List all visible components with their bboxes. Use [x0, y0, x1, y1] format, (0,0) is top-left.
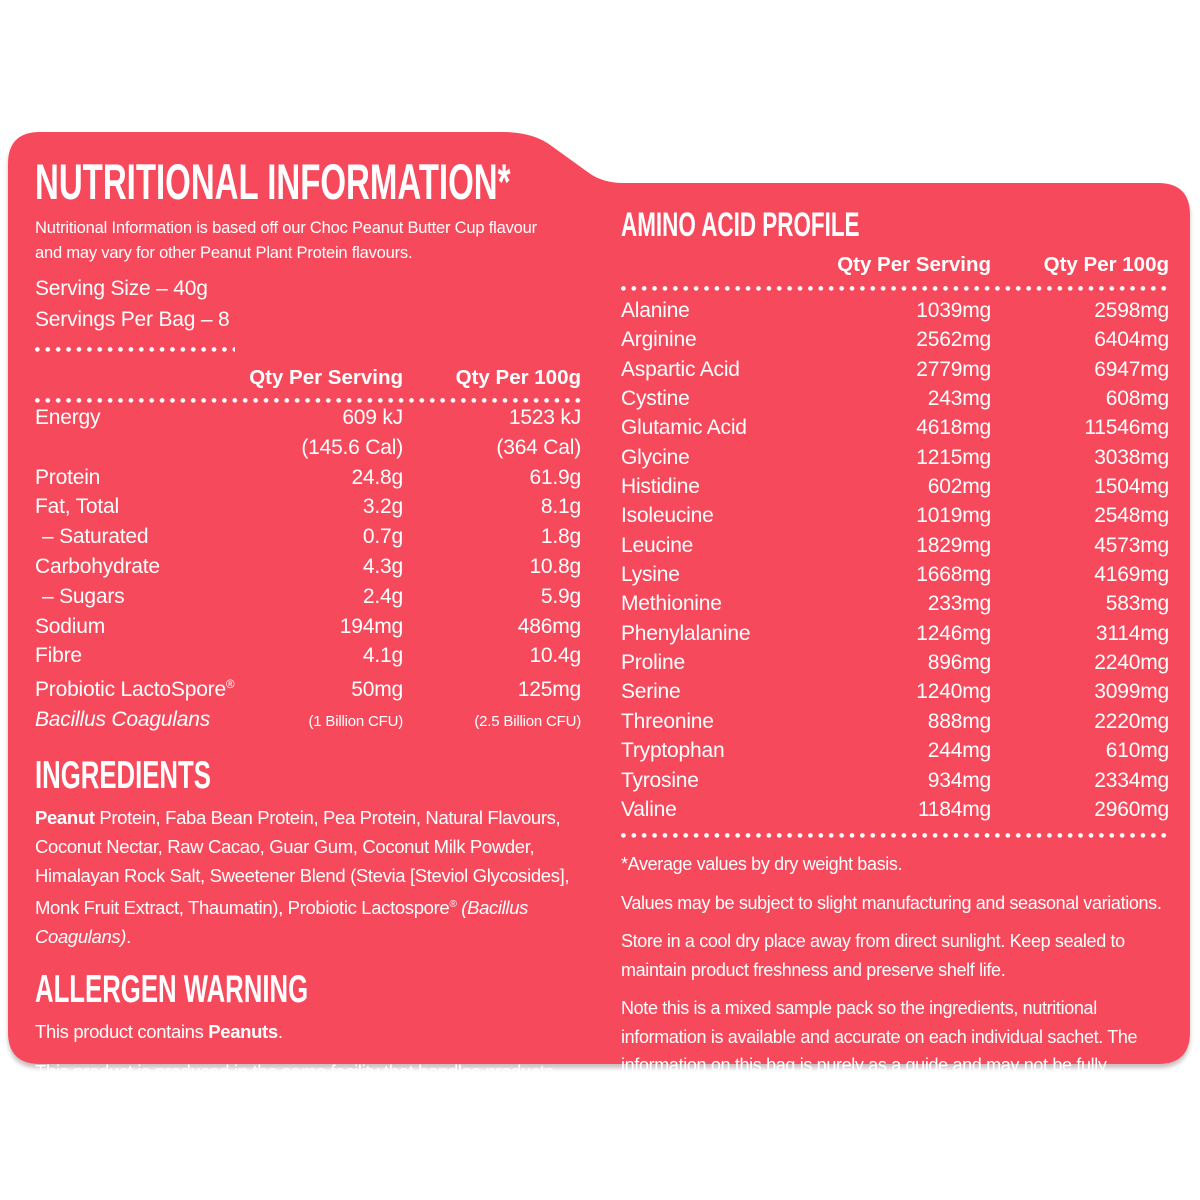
- value-per-serving: 896mg: [927, 651, 991, 675]
- value-per-100g: 1504mg: [1094, 475, 1169, 499]
- table-row-sugars: – Sugars 2.4g 5.9g: [35, 582, 581, 612]
- value-per-serving: 2562mg: [916, 328, 991, 352]
- value-per-serving: 1019mg: [916, 504, 991, 528]
- value-per-serving: 934mg: [927, 768, 991, 792]
- value-per-serving: 1184mg: [917, 797, 991, 821]
- amino-row-proline: Proline 896mg 2240mg: [621, 648, 1169, 677]
- value-per-100g: 2334mg: [1094, 768, 1169, 792]
- value-per-serving: 50mg: [351, 678, 403, 702]
- value-per-100g: 486mg: [517, 614, 581, 638]
- note-storage: Store in a cool dry place away from direct sunlight. Keep sealed to maintain product freshness and preserve shelf life.: [621, 931, 1125, 980]
- value-per-serving: 243mg: [927, 387, 991, 411]
- value-per-serving: 2.4g: [362, 584, 403, 608]
- value-per-100g: 1.8g: [540, 525, 581, 549]
- table-row-protein: Protein 24.8g 61.9g: [35, 463, 581, 493]
- amino-acid-profile-section: [621, 206, 1169, 1108]
- footnote-average-values: *Average values by dry weight basis.: [621, 854, 903, 875]
- note-sample-pack: Note this is a mixed sample pack so the ingredients, nutritional information is available and accurate on each individual sachet. The information on this bag is purely as a guide and may not be fully accurate.: [621, 998, 1138, 1104]
- amino-table: [621, 296, 1169, 824]
- value-per-serving: 4.1g: [362, 644, 403, 668]
- value-per-serving: 3.2g: [362, 495, 403, 519]
- allergen-contains: This product contains Peanuts.: [35, 1020, 283, 1042]
- amino-row-threonine: Threonine 888mg 2220mg: [621, 707, 1169, 736]
- ingredients-heading: INGREDIENTS: [35, 753, 211, 797]
- allergen-facility: This product is produced in the same facility that handles products also containing Almonds, Cashews, Hazelnuts and Soy.: [35, 1060, 554, 1111]
- value-per-100g: 2240mg: [1094, 651, 1169, 675]
- nutrition-table: [35, 365, 581, 737]
- amino-acid-profile-title: AMINO ACID PROFILE: [621, 206, 860, 244]
- col-header-qty-per-serving: Qty Per Serving: [837, 253, 991, 276]
- flavour-disclaimer: Nutritional Information is based off our Choc Peanut Butter Cup flavour and may vary for other Peanut Plant Protein flavours.: [35, 219, 537, 262]
- nutrition-table-header: [35, 365, 581, 391]
- dotted-divider: [35, 347, 235, 352]
- table-row-fat-total: Fat, Total 3.2g 8.1g: [35, 492, 581, 522]
- registered-trademark-symbol: ®: [225, 679, 235, 692]
- allergen-warning-heading: ALLERGEN WARNING: [35, 967, 309, 1011]
- value-per-serving: 0.7g: [362, 525, 403, 549]
- value-per-100g: 3114mg: [1095, 621, 1169, 645]
- energy-cal-per-serving: (145.6 Cal): [301, 435, 403, 459]
- cfu-per-serving: (1 Billion CFU): [308, 712, 403, 730]
- note-seasonal-variations: Values may be subject to slight manufacturing and seasonal variations.: [621, 892, 1162, 913]
- nutritional-information-section: [35, 156, 581, 1155]
- amino-row-alanine: Alanine 1039mg 2598mg: [621, 296, 1169, 325]
- dotted-divider: [621, 833, 1169, 838]
- value-per-100g: 4169mg: [1094, 563, 1169, 587]
- value-per-serving: 24.8g: [351, 465, 403, 489]
- dotted-divider: [621, 286, 1169, 291]
- servings-per-bag: Servings Per Bag – 8: [35, 308, 230, 331]
- col-header-qty-per-100g: Qty Per 100g: [1043, 253, 1169, 276]
- allergen-qr-note: To find out more about our allergen policy scan the QR code.: [35, 1129, 512, 1151]
- value-per-serving: 4618mg: [916, 416, 991, 440]
- value-per-serving: 1240mg: [916, 680, 991, 704]
- value-per-serving: 233mg: [927, 592, 991, 616]
- value-per-100g: 125mg: [517, 678, 581, 702]
- value-per-100g: 5.9g: [540, 584, 581, 608]
- value-per-serving: 1215mg: [916, 445, 991, 469]
- value-per-100g: 608mg: [1105, 387, 1169, 411]
- amino-row-tryptophan: Tryptophan 244mg 610mg: [621, 736, 1169, 765]
- energy-kj-per-serving: 609 kJ: [342, 406, 403, 429]
- energy-cal-per-100g: (364 Cal): [496, 435, 581, 459]
- value-per-serving: 2779mg: [916, 357, 991, 381]
- value-per-100g: 3038mg: [1094, 445, 1169, 469]
- value-per-100g: 2548mg: [1094, 504, 1169, 528]
- value-per-serving: 194mg: [339, 614, 403, 638]
- col-header-qty-per-serving: Qty Per Serving: [249, 366, 403, 389]
- amino-row-cystine: Cystine 243mg 608mg: [621, 384, 1169, 413]
- table-row-sodium: Sodium 194mg 486mg: [35, 612, 581, 642]
- table-row-energy: Energy 609 kJ (145.6 Cal) 1523 kJ (364 Cal): [35, 403, 581, 463]
- amino-row-phenylalanine: Phenylalanine 1246mg 3114mg: [621, 619, 1169, 648]
- amino-row-glutamic-acid: Glutamic Acid 4618mg 11546mg: [621, 413, 1169, 442]
- value-per-100g: 2598mg: [1094, 299, 1169, 322]
- amino-row-valine: Valine 1184mg 2960mg: [621, 795, 1169, 824]
- amino-row-isoleucine: Isoleucine 1019mg 2548mg: [621, 501, 1169, 530]
- value-per-100g: 2960mg: [1094, 797, 1169, 821]
- value-per-100g: 10.8g: [529, 554, 581, 578]
- amino-row-serine: Serine 1240mg 3099mg: [621, 677, 1169, 706]
- amino-row-leucine: Leucine 1829mg 4573mg: [621, 531, 1169, 560]
- table-row-probiotic: Probiotic LactoSpore® 50mg 125mg: [35, 671, 581, 705]
- value-per-100g: 583mg: [1105, 592, 1169, 616]
- value-per-100g: 61.9g: [529, 465, 581, 489]
- value-per-100g: 11546mg: [1084, 416, 1169, 440]
- amino-row-lysine: Lysine 1668mg 4169mg: [621, 560, 1169, 589]
- amino-row-methionine: Methionine 233mg 583mg: [621, 589, 1169, 618]
- page-title: NUTRITIONAL INFORMATION*: [35, 154, 511, 210]
- amino-row-tyrosine: Tyrosine 934mg 2334mg: [621, 766, 1169, 795]
- amino-row-histidine: Histidine 602mg 1504mg: [621, 472, 1169, 501]
- table-row-bacillus-coagulans: Bacillus Coagulans (1 Billion CFU) (2.5 Billion CFU): [35, 705, 581, 737]
- table-row-carbohydrate: Carbohydrate 4.3g 10.8g: [35, 552, 581, 582]
- amino-row-arginine: Arginine 2562mg 6404mg: [621, 325, 1169, 354]
- amino-table-header: [621, 252, 1169, 278]
- value-per-100g: 2220mg: [1094, 709, 1169, 733]
- value-per-serving: 244mg: [927, 739, 991, 763]
- registered-trademark-symbol: ®: [449, 898, 457, 910]
- table-row-fibre: Fibre 4.1g 10.4g: [35, 641, 581, 671]
- value-per-100g: 6947mg: [1094, 357, 1169, 381]
- value-per-100g: 4573mg: [1094, 533, 1169, 557]
- amino-row-glycine: Glycine 1215mg 3038mg: [621, 443, 1169, 472]
- value-per-100g: 10.4g: [529, 644, 581, 668]
- col-header-qty-per-100g: Qty Per 100g: [455, 366, 581, 389]
- value-per-serving: 602mg: [927, 475, 991, 499]
- value-per-serving: 1039mg: [916, 299, 991, 322]
- value-per-100g: 3099mg: [1094, 680, 1169, 704]
- value-per-serving: 888mg: [927, 709, 991, 733]
- value-per-serving: 1246mg: [916, 621, 991, 645]
- value-per-serving: 1829mg: [916, 533, 991, 557]
- value-per-100g: 610mg: [1105, 739, 1169, 763]
- ingredients-text: Peanut Protein, Faba Bean Protein, Pea Protein, Natural Flavours, Coconut Nectar, Raw Cacao, Guar Gum, Coconut Milk Powder, Himalayan Rock Salt, Sweetener Blend (Stevia [Steviol Glycosides], Monk Fruit Extract, Thaumatin), Probiotic Lactospore® (Bacillus Coagulans).: [35, 806, 570, 947]
- value-per-serving: 4.3g: [362, 554, 403, 578]
- amino-row-aspartic-acid: Aspartic Acid 2779mg 6947mg: [621, 355, 1169, 384]
- table-row-saturated: – Saturated 0.7g 1.8g: [35, 522, 581, 552]
- value-per-100g: 6404mg: [1094, 328, 1169, 352]
- serving-size: Serving Size – 40g: [35, 277, 208, 300]
- energy-kj-per-100g: 1523 kJ: [508, 406, 581, 429]
- value-per-100g: 8.1g: [540, 495, 581, 519]
- value-per-serving: 1668mg: [916, 563, 991, 587]
- cfu-per-100g: (2.5 Billion CFU): [474, 712, 581, 730]
